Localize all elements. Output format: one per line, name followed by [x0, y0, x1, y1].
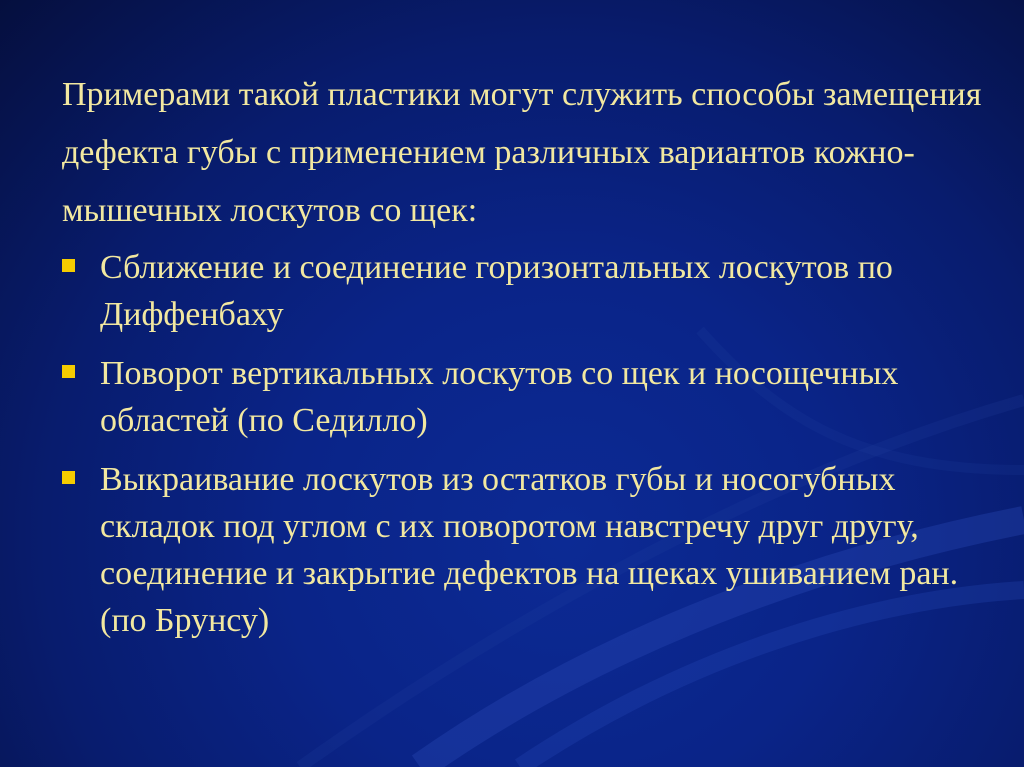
square-bullet-icon	[62, 471, 75, 484]
bullet-list	[62, 244, 992, 656]
bullet-item	[62, 244, 992, 338]
bullet-text: Выкраивание лоскутов из остатков губы и носогубных складок под углом с их поворотом навстречу друг другу, соединение и закрытие дефектов на щеках ушиванием ран. (по Брунсу)	[100, 461, 959, 639]
bullet-item	[62, 350, 992, 444]
square-bullet-icon	[62, 365, 75, 378]
square-bullet-icon	[62, 259, 75, 272]
bullet-text: Сближение и соединение горизонтальных лоскутов по Диффенбаху	[100, 249, 893, 333]
bullet-item	[62, 456, 992, 644]
intro-paragraph: Примерами такой пластики могут служить способы замещения дефекта губы с применением различных вариантов кожно-мышечных лоскутов со щек:	[62, 76, 982, 229]
bullet-text: Поворот вертикальных лоскутов со щек и носощечных областей (по Седилло)	[100, 355, 899, 439]
